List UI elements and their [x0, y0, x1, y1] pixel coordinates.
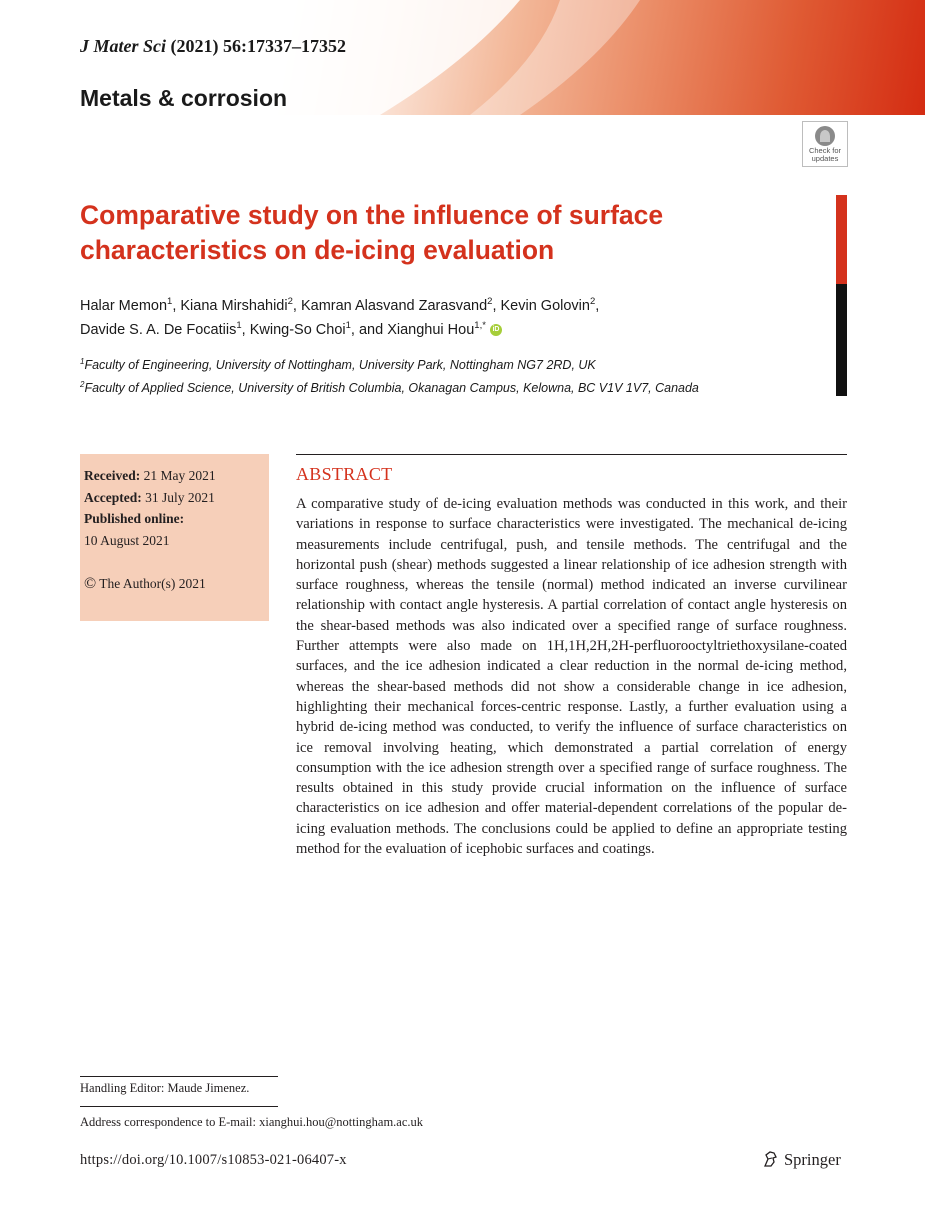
published-label-row [84, 508, 264, 530]
affiliation-text: Faculty of Applied Science, University of British Columbia, Okanagan Campus, Kelowna, BC V1V 1V7, Canada [84, 381, 699, 396]
author-affiliation-mark: 2 [487, 296, 493, 307]
received-date: 21 May 2021 [143, 468, 216, 483]
journal-citation: (2021) 56:17337–17352 [170, 36, 346, 56]
journal-citation-line [80, 36, 346, 57]
check-for-updates-line1: Check for [808, 146, 842, 155]
affiliation-item [80, 375, 840, 398]
accepted-date: 31 July 2021 [145, 489, 215, 505]
affiliation-mark: 1 [80, 357, 85, 366]
publisher-logo[interactable] [762, 1150, 841, 1170]
author-affiliation-mark: 2 [287, 296, 293, 307]
copyright-text: The Author(s) 2021 [99, 576, 206, 591]
author-affiliation-mark: 1 [236, 319, 242, 331]
author-name[interactable]: Davide S. A. De Focatiis [80, 321, 237, 338]
author-affiliation-mark: 1 [345, 319, 351, 331]
accepted-row [84, 487, 264, 509]
published-date: 10 August 2021 [84, 532, 170, 548]
author-conjunction: and [358, 321, 384, 338]
footnote-rule [80, 1106, 278, 1107]
check-for-updates-icon [815, 126, 835, 146]
received-row [84, 465, 264, 487]
springer-horse-icon [762, 1150, 780, 1168]
check-for-updates-line2: updates [811, 154, 839, 163]
correspondence-note[interactable]: Address correspondence to E-mail: xianghui.hou@nottingham.ac.uk [80, 1115, 424, 1129]
copyright-symbol: © [84, 575, 97, 592]
publisher-name: Springer [784, 1150, 841, 1169]
author-affiliation-mark: 2 [589, 296, 596, 307]
author-name[interactable]: Kiana Mirshahidi [180, 297, 288, 314]
affiliation-text: Faculty of Engineering, University of Nottingham, University Park, Nottingham NG7 2RD, UK [84, 358, 596, 373]
orcid-icon[interactable]: iD [490, 324, 502, 336]
section-label: Metals & corrosion [80, 85, 288, 111]
author-name[interactable]: Kevin Golovin [500, 297, 590, 314]
check-for-updates-badge[interactable] [802, 121, 848, 167]
published-label: Published online: [84, 511, 185, 526]
author-name[interactable]: Kamran Alasvand Zarasvand [300, 297, 488, 314]
copyright-row [84, 573, 264, 595]
affiliation-list [80, 352, 840, 398]
abstract-text: A comparative study of de-icing evaluation methods was conducted in this work, and their variations in response to surface characteristics were investigated. The mechanical de-icing measurements include centrifugal, push, and tensile methods. The centrifugal and the horizontal push (shear) methods suggested a linear relationship of ice adhesion strength with surface roughness, whereas the tensile (normal) method indicated an inverse curvilinear relationship with contact angle hysteresis. A partial correlation of contact angle hysteresis on the shear-based methods was also indicated over a specified range of surface roughness. Further attempts were also made on 1H,1H,2H,2H-perfluorooctyltriethoxysilane-coated surfaces, and the ice adhesion indicated a clear reduction in the normal de-icing method, whereas the shear-based methods did not show a considerable change in ice adhesion, highlighting their mechanical forces-centric response. Lastly, a further evaluation using a hybrid de-icing method was conducted, to verify the influence of surface characteristics on ice removal involving heating, which demonstrated a partial correlation of energy consumption with the ice adhesion strength over a specified range of surface roughness. The results obtained in this study provide crucial information on the influence of surface characteristics on ice adhesion and offer material-dependent correlations of the popular de-icing evaluation methods. The conclusions could be applied to define an appropriate testing method for the evaluation of icephobic surfaces and coatings. [296, 496, 847, 858]
article-info-content [84, 465, 264, 595]
author-list: Halar Memon$^1$, Kiana Mirshahidi$^2$, Kamran Alasvand Zarasvand$^2$, Kevin Golovin$^2$, Davide S. A. De Focatiis$^1$, Kwing-So Choi$^1$, and Xianghui Hou$^{1,*}$ iD [80, 296, 600, 338]
abstract-heading: ABSTRACT [296, 464, 393, 484]
abstract-top-rule [296, 454, 847, 455]
side-bar-red [836, 195, 847, 284]
doi-link[interactable]: https://doi.org/10.1007/s10853-021-06407-x [80, 1152, 347, 1168]
footnote-rule [80, 1076, 278, 1077]
affiliation-mark: 2 [80, 380, 85, 390]
handling-editor-note: Handling Editor: Maude Jimenez. [80, 1081, 250, 1095]
journal-name: J Mater Sci [80, 36, 167, 56]
author-name[interactable]: Xianghui Hou [387, 321, 475, 338]
received-label: Received: [84, 468, 141, 483]
affiliation-item [80, 352, 840, 375]
author-affiliation-mark: 1 [167, 296, 173, 307]
author-name[interactable]: Halar Memon [80, 297, 168, 314]
author-name[interactable]: Kwing-So Choi [249, 321, 346, 338]
author-affiliation-mark: 1,* [474, 319, 486, 331]
article-title: Comparative study on the influence of surface characteristics on de-icing evaluation [80, 200, 664, 265]
accepted-label: Accepted: [84, 489, 142, 505]
